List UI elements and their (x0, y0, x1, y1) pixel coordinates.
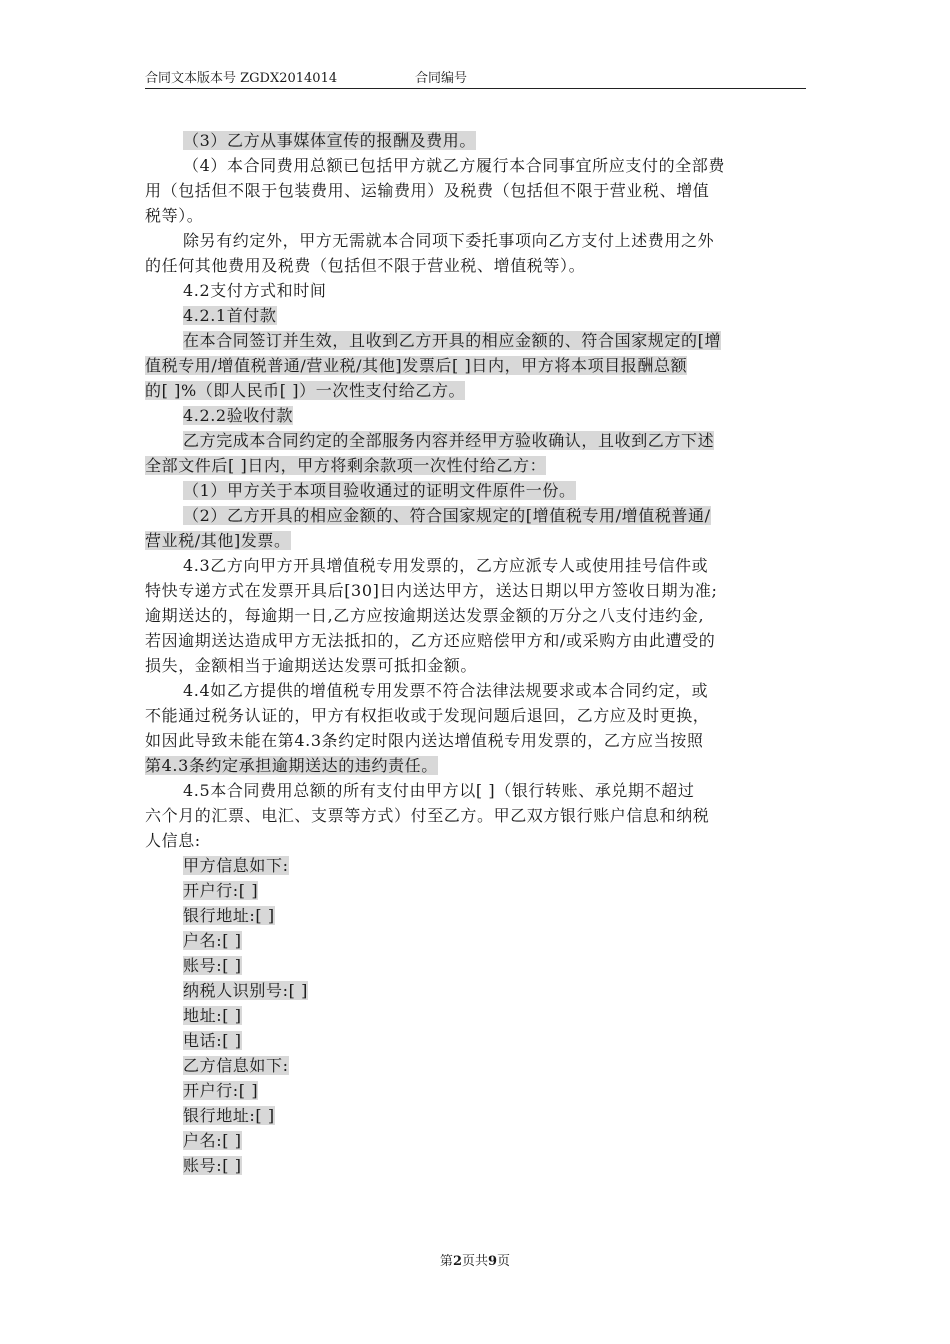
line-text: 4.2.1首付款 (183, 306, 277, 325)
line-text: 电话:[ ] (183, 1031, 242, 1050)
line-text: 不能通过税务认证的，甲方有权拒收或于发现问题后退回，乙方应及时更换， (145, 706, 710, 725)
line-text: 纳税人识别号:[ ] (183, 981, 308, 1000)
line-text: 人信息: (145, 831, 201, 850)
text-line (145, 728, 810, 753)
text-line (145, 503, 810, 528)
line-text: 户名:[ ] (183, 931, 242, 950)
text-line (145, 703, 810, 728)
line-text: 银行地址:[ ] (183, 1106, 275, 1125)
text-line (145, 303, 810, 328)
footer-middle: 页共 (461, 1254, 488, 1269)
line-text: 如因此导致未能在第4.3条约定时限内送达增值税专用发票的，乙方应当按照 (145, 731, 704, 750)
line-text: 税等）。 (145, 206, 204, 225)
line-text: 值税专用/增值税普通/营业税/其他]发票后[ ]日内，甲方将本项目报酬总额 (145, 356, 688, 375)
text-line (145, 1053, 810, 1078)
line-text: （2）乙方开具的相应金额的、符合国家规定的[增值税专用/增值税普通/ (183, 506, 711, 525)
text-line (145, 228, 810, 253)
text-line (145, 603, 810, 628)
footer-prefix: 第 (439, 1254, 453, 1269)
line-text: 账号:[ ] (183, 956, 242, 975)
text-line (145, 153, 810, 178)
line-text: 特快专递方式在发票开具后[30]日内送达甲方，送达日期以甲方签收日期为准; (145, 581, 718, 600)
line-text: 逾期送达的，每逾期一日,乙方应按逾期送达发票金额的万分之八支付违约金, (145, 606, 705, 625)
line-text: 在本合同签订并生效，且收到乙方开具的相应金额的、符合国家规定的[增 (183, 331, 722, 350)
text-line (145, 828, 810, 853)
text-line (145, 753, 810, 778)
text-line (145, 428, 810, 453)
line-text: 若因逾期送达造成甲方无法抵扣的，乙方还应赔偿甲方和/或采购方由此遭受的 (145, 631, 716, 650)
line-text: 银行地址:[ ] (183, 906, 275, 925)
page-footer (0, 1250, 950, 1269)
line-text: 4.2.2验收付款 (183, 406, 294, 425)
line-text: 4.3乙方向甲方开具增值税专用发票的，乙方应派专人或使用挂号信件或 (183, 556, 709, 575)
text-line (145, 578, 810, 603)
line-text: 损失，金额相当于逾期送达发票可抵扣金额。 (145, 656, 478, 675)
text-line (145, 953, 810, 978)
text-line (145, 1103, 810, 1128)
line-text: 户名:[ ] (183, 1131, 242, 1150)
document-body (145, 128, 810, 1178)
footer-suffix: 页 (497, 1254, 511, 1269)
text-line (145, 803, 810, 828)
line-text: 4.2支付方式和时间 (183, 281, 327, 300)
text-line (145, 878, 810, 903)
contract-number-label: 合同编号 (415, 71, 468, 86)
text-line (145, 853, 810, 878)
text-line (145, 653, 810, 678)
line-text: 全部文件后[ ]日内，甲方将剩余款项一次性付给乙方： (145, 456, 547, 475)
line-text: 除另有约定外，甲方无需就本合同项下委托事项向乙方支付上述费用之外 (183, 231, 715, 250)
text-line (145, 928, 810, 953)
line-text: 营业税/其他]发票。 (145, 531, 291, 550)
text-line (145, 1003, 810, 1028)
line-text: （4）本合同费用总额已包括甲方就乙方履行本合同事宜所应支付的全部费 (183, 156, 725, 175)
line-text: 乙方信息如下: (183, 1056, 289, 1075)
contract-version: 合同文本版本号 ZGDX2014014 (145, 71, 338, 86)
line-text: 4.4如乙方提供的增值税专用发票不符合法律法规要求或本合同约定，或 (183, 681, 709, 700)
text-line (145, 778, 810, 803)
text-line (145, 1078, 810, 1103)
line-text: 六个月的汇票、电汇、支票等方式）付至乙方。甲乙双方银行账户信息和纳税 (145, 806, 710, 825)
line-text: 甲方信息如下: (183, 856, 289, 875)
text-line (145, 378, 810, 403)
text-line (145, 478, 810, 503)
line-text: 的[ ]%（即人民币[ ]）一次性支付给乙方。 (145, 381, 466, 400)
line-text: （1）甲方关于本项目验收通过的证明文件原件一份。 (183, 481, 576, 500)
text-line (145, 903, 810, 928)
line-text: 4.5本合同费用总额的所有支付由甲方以[ ]（银行转账、承兑期不超过 (183, 781, 695, 800)
line-text: 开户行:[ ] (183, 881, 259, 900)
text-line (145, 628, 810, 653)
text-line (145, 328, 810, 353)
line-text: 用（包括但不限于包装费用、运输费用）及税费（包括但不限于营业税、增值 (145, 181, 710, 200)
line-text: 地址:[ ] (183, 1006, 242, 1025)
text-line (145, 453, 810, 478)
line-text: 账号:[ ] (183, 1156, 242, 1175)
text-line (145, 128, 810, 153)
line-text: 开户行:[ ] (183, 1081, 259, 1100)
current-page: 2 (452, 1254, 462, 1269)
text-line (145, 203, 810, 228)
line-text: 乙方完成本合同约定的全部服务内容并经甲方验收确认，且收到乙方下述 (183, 431, 715, 450)
line-text: 的任何其他费用及税费（包括但不限于营业税、增值税等）。 (145, 256, 586, 275)
text-line (145, 528, 810, 553)
text-line (145, 278, 810, 303)
text-line (145, 1153, 810, 1178)
text-line (145, 553, 810, 578)
text-line (145, 253, 810, 278)
text-line (145, 403, 810, 428)
text-line (145, 353, 810, 378)
text-line (145, 1028, 810, 1053)
text-line (145, 1128, 810, 1153)
total-pages: 9 (488, 1254, 498, 1269)
line-text: 第4.3条约定承担逾期送达的违约责任。 (145, 756, 438, 775)
text-line (145, 978, 810, 1003)
page-header (145, 62, 806, 89)
line-text: （3）乙方从事媒体宣传的报酬及费用。 (183, 131, 476, 150)
text-line (145, 178, 810, 203)
text-line (145, 678, 810, 703)
